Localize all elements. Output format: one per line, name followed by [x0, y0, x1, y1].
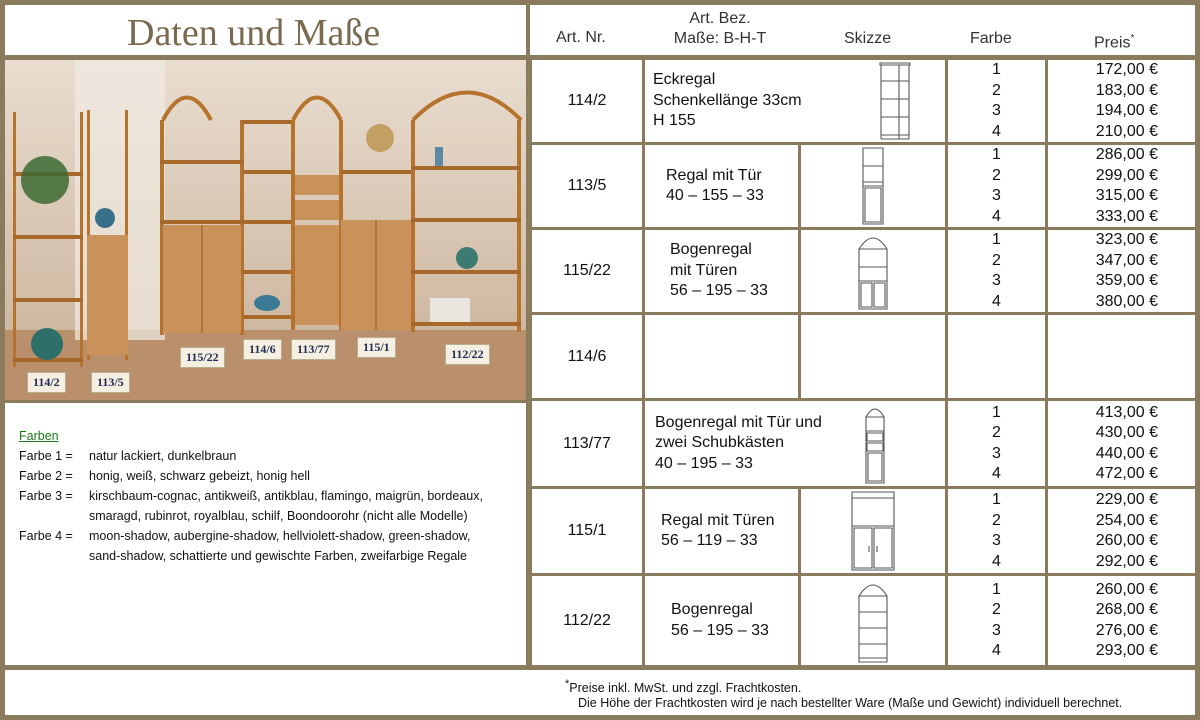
table-row-colors-empty — [948, 315, 1045, 398]
color-number: 4 — [992, 122, 1001, 140]
color-text: moon-shadow, aubergine-shadow, hellviolett-shadow, green-shadow, — [89, 529, 471, 543]
header-preis — [1094, 29, 1134, 53]
color-number: 3 — [992, 444, 1001, 462]
color-text: natur lackiert, dunkelbraun — [89, 449, 237, 463]
color-number: 3 — [992, 532, 1001, 549]
price: 323,00 € — [1095, 231, 1158, 248]
color-row — [19, 446, 526, 466]
article-number: 113/77 — [563, 434, 611, 452]
color-number: 2 — [992, 251, 1001, 269]
description-line: 56 – 119 – 33 — [661, 532, 758, 549]
color-text: smaragd, rubinrot, royalblau, schilf, Boondoorohr (nicht alle Modelle) — [89, 509, 468, 523]
color-row — [19, 526, 526, 546]
table-row-artnr — [532, 401, 642, 486]
table-row-artnr — [532, 489, 642, 573]
photo-label-112-22: 112/22 — [445, 344, 490, 365]
color-number: 2 — [992, 511, 1001, 529]
sketch-arch-shelf-doors — [801, 230, 945, 312]
table-row-prices-empty — [1048, 315, 1195, 398]
sketch-narrow-shelf-door — [801, 145, 945, 227]
article-number: 115/1 — [567, 522, 607, 539]
table-row-prices — [1048, 489, 1195, 573]
color-row-continued — [19, 506, 526, 526]
description-line: 56 – 195 – 33 — [670, 282, 768, 300]
table-row-artnr — [532, 230, 642, 312]
header-art-nr: Art. Nr. — [556, 29, 606, 46]
price: 380,00 € — [1095, 292, 1158, 310]
article-number: 112/22 — [563, 611, 611, 629]
sketch-low-cabinet — [801, 489, 945, 573]
color-number: 3 — [992, 187, 1001, 204]
color-text: sand-shadow, schattierte und gewischte Farben, zweifarbige Regale — [89, 549, 467, 563]
color-number: 4 — [992, 292, 1001, 310]
price: 183,00 € — [1095, 81, 1158, 99]
price: 359,00 € — [1095, 272, 1158, 289]
price: 210,00 € — [1095, 122, 1158, 140]
table-row-prices — [1048, 230, 1195, 312]
color-row — [19, 466, 526, 486]
header-preis-mark: * — [1130, 33, 1135, 44]
color-row-continued — [19, 546, 526, 566]
price: 260,00 € — [1095, 532, 1158, 549]
price: 229,00 € — [1095, 491, 1158, 508]
color-number: 4 — [992, 642, 1001, 659]
table-row-colors — [948, 489, 1045, 573]
table-row-prices — [1048, 401, 1195, 486]
description-line: Schenkellänge 33cm — [653, 91, 802, 109]
color-label: Farbe 2 = — [19, 469, 73, 483]
page-title: Daten und Maße — [127, 12, 381, 54]
color-number: 1 — [992, 491, 1001, 508]
table-row-colors — [948, 576, 1045, 665]
color-number: 4 — [992, 465, 1001, 482]
color-number: 1 — [992, 61, 1001, 78]
color-number: 4 — [992, 552, 1001, 570]
description-line: 40 – 155 – 33 — [666, 187, 764, 204]
color-legend-heading: Farben — [19, 429, 59, 443]
table-row-desc — [645, 230, 798, 312]
color-label: Farbe 1 = — [19, 449, 73, 463]
price: 333,00 € — [1095, 207, 1158, 225]
price: 440,00 € — [1095, 444, 1158, 462]
color-legend — [5, 403, 526, 665]
description-line: H 155 — [653, 112, 696, 130]
price: 472,00 € — [1095, 465, 1158, 482]
sketch-arch-shelf-drawers — [845, 401, 905, 486]
color-number: 2 — [992, 166, 1001, 184]
table-row-desc — [645, 145, 798, 227]
price: 268,00 € — [1095, 601, 1158, 618]
price: 315,00 € — [1095, 187, 1158, 204]
description-line: mit Türen — [670, 261, 738, 279]
header-art-bez: Art. Bez. — [689, 10, 751, 27]
price: 413,00 € — [1095, 403, 1158, 421]
footer-line-1 — [565, 678, 801, 695]
color-number: 1 — [992, 146, 1001, 163]
table-header — [530, 5, 1195, 55]
photo-label-115-1: 115/1 — [357, 337, 396, 358]
description-line: Eckregal — [653, 71, 716, 89]
table-row-colors — [948, 145, 1045, 227]
product-photo — [5, 60, 526, 400]
photo-label-114-6: 114/6 — [243, 339, 282, 360]
title-panel — [5, 5, 526, 55]
article-number: 114/2 — [567, 92, 607, 109]
price: 293,00 € — [1095, 642, 1158, 659]
table-row-prices — [1048, 576, 1195, 665]
sketch-arch-shelf-open — [801, 576, 945, 665]
header-skizze: Skizze — [844, 30, 892, 47]
photo-label-113-77: 113/77 — [291, 339, 336, 360]
description-line: Bogenregal mit Tür und — [655, 413, 822, 431]
color-label: Farbe 3 = — [19, 489, 73, 503]
table-row-colors — [948, 60, 1045, 142]
color-label: Farbe 4 = — [19, 529, 73, 543]
color-number: 3 — [992, 272, 1001, 289]
description-line: Bogenregal — [671, 601, 753, 618]
article-number: 115/22 — [563, 262, 611, 279]
description-line: zwei Schubkästen — [655, 434, 784, 452]
header-preis-label: Preis — [1094, 34, 1131, 52]
description-line: Regal mit Türen — [661, 511, 775, 529]
description-line: Regal mit Tür — [666, 166, 762, 184]
table-row-artnr — [532, 576, 642, 665]
price: 276,00 € — [1095, 621, 1158, 639]
color-row — [19, 486, 526, 506]
table-row-colors — [948, 230, 1045, 312]
color-number: 2 — [992, 424, 1001, 441]
footer-mark: * — [565, 678, 570, 690]
table-row-prices — [1048, 145, 1195, 227]
price: 254,00 € — [1095, 511, 1158, 529]
price: 430,00 € — [1095, 424, 1158, 441]
photo-label-114-2: 114/2 — [27, 372, 66, 393]
color-number: 1 — [992, 403, 1001, 421]
color-number: 2 — [992, 601, 1001, 618]
footer-text-1: Preise inkl. MwSt. und zzgl. Frachtkosten. — [569, 681, 802, 696]
table-row-desc — [645, 576, 798, 665]
photo-label-115-22: 115/22 — [180, 347, 225, 368]
table-row-artnr — [532, 315, 642, 398]
footer-note — [5, 670, 1195, 715]
description-line: 40 – 195 – 33 — [655, 454, 753, 472]
price: 194,00 € — [1095, 102, 1158, 119]
footer-line-2: Die Höhe der Frachtkosten wird je nach bestellter Ware (Maße und Gewicht) individuell berechnet. — [578, 696, 1123, 710]
article-number: 114/6 — [567, 347, 607, 365]
price: 347,00 € — [1095, 251, 1158, 269]
article-number: 113/5 — [567, 177, 607, 194]
price: 172,00 € — [1095, 61, 1158, 78]
description-line: Bogenregal — [670, 241, 752, 259]
table-row-desc-empty — [645, 315, 798, 398]
color-text: honig, weiß, schwarz gebeizt, honig hell — [89, 469, 310, 483]
table-row-desc — [645, 489, 798, 573]
color-number: 3 — [992, 621, 1001, 639]
table-row-artnr — [532, 60, 642, 142]
header-masse: Maße: B-H-T — [673, 30, 767, 47]
color-text: kirschbaum-cognac, antikweiß, antikblau, flamingo, maigrün, bordeaux, — [89, 489, 483, 503]
header-farbe: Farbe — [970, 30, 1012, 47]
price: 292,00 € — [1095, 552, 1158, 570]
price: 260,00 € — [1095, 580, 1158, 598]
price: 286,00 € — [1095, 146, 1158, 163]
color-number: 1 — [992, 580, 1001, 598]
table-row-prices — [1048, 60, 1195, 142]
table-row-artnr — [532, 145, 642, 227]
color-number: 2 — [992, 81, 1001, 99]
color-number: 4 — [992, 207, 1001, 225]
photo-label-113-5: 113/5 — [91, 372, 130, 393]
sketch-corner-shelf — [845, 60, 945, 142]
table-row-colors — [948, 401, 1045, 486]
color-number: 3 — [992, 102, 1001, 119]
price: 299,00 € — [1095, 166, 1158, 184]
table-row-sketch-empty — [801, 315, 945, 398]
description-line: 56 – 195 – 33 — [671, 621, 769, 639]
color-number: 1 — [992, 231, 1001, 248]
